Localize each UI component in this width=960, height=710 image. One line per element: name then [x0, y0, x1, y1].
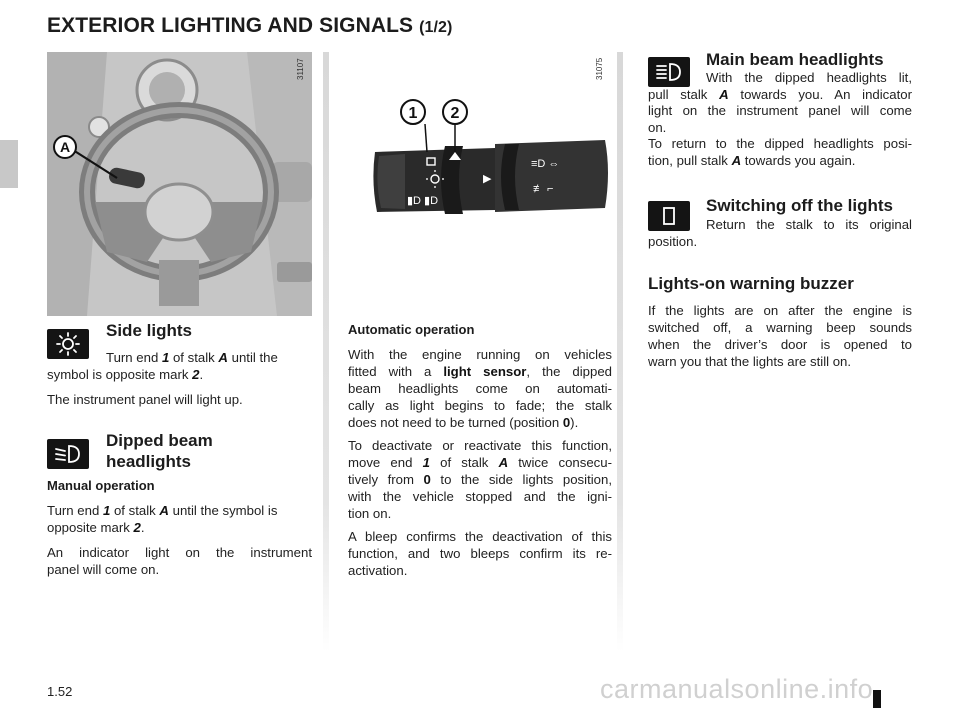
side-lights-icon [47, 329, 89, 359]
chapter-tab [0, 140, 18, 188]
stalk-illustration [345, 52, 610, 312]
stalk-figure [345, 52, 610, 312]
page-number: 1.52 [47, 684, 73, 699]
side-lights-heading: Side lights [106, 321, 192, 340]
automatic-operation-subheading: Automatic operation [348, 322, 475, 337]
watermark: carmanualsonline.info [600, 674, 874, 704]
side-lights-note: The instrument panel will light up. [47, 392, 243, 407]
page-title [47, 14, 452, 38]
automatic-text-1: With the engine running on vehicles fitted with a light sensor, the dipped beam headlights come on automati- cally as light begins to fade; the stalk does not need to be turned (position 0). [348, 347, 612, 430]
manual-operation-subheading: Manual operation [47, 478, 155, 493]
automatic-text-2: To deactivate or reactivate this function, move end 1 of stalk A twice consecu- tively from 0 to the side lights position, with the vehicle stopped and the igni- tion on. [348, 438, 613, 521]
side-lights-text: Turn end 1 of stalk A until the [106, 350, 278, 365]
svg-text:▶: ▶ [483, 173, 492, 185]
figure-ref-code: 31075 [595, 57, 604, 80]
side-lights-text-cont: symbol is opposite mark 2. [47, 367, 204, 382]
column-divider-left [323, 52, 329, 652]
buzzer-heading: Lights-on warning buzzer [648, 274, 854, 293]
switch-off-text: Return the stalk to its original position. [648, 217, 912, 249]
svg-text:≢ ⌐: ≢ ⌐ [533, 183, 554, 195]
dipped-heading-1: Dipped beam [106, 431, 213, 450]
dashboard-figure [47, 52, 312, 316]
dipped-heading-2: headlights [106, 452, 192, 471]
steering-wheel-illustration [47, 52, 312, 316]
callout-1: 1 [408, 105, 418, 122]
page-title-text: EXTERIOR LIGHTING AND SIGNALS [47, 14, 414, 37]
dipped-text-2: An indicator light on the instrument panel will come on. [47, 545, 312, 577]
main-beam-heading: Main beam headlights [706, 50, 884, 69]
main-beam-text: With the dipped headlights lit, pull stalk A towards you. An indicator light on the instrument panel will come on. To return to the dipped headlights posi- tion, pull stalk A towards you again. [648, 70, 912, 168]
corner-mark [873, 690, 881, 708]
dipped-text-1: Turn end 1 of stalk A until the symbol is [47, 503, 278, 518]
dipped-text-1-cont: opposite mark 2. [47, 520, 145, 535]
svg-text:▮D ▮D: ▮D ▮D [407, 195, 439, 207]
callout-2: 2 [450, 105, 460, 122]
automatic-text-3: A bleep confirms the deactivation of this function, and two bleeps confirm its re- activation. [348, 529, 612, 578]
figure-ref-code: 31107 [296, 58, 305, 80]
column-divider-right [617, 52, 623, 652]
buzzer-text: If the lights are on after the engine is switched off, a warning beep sounds when the driver’s door is opened to warn you that the lights are still on. [648, 303, 912, 369]
switch-off-heading: Switching off the lights [706, 196, 893, 215]
page-title-suffix: (1/2) [419, 19, 453, 36]
callout-a: A [59, 139, 71, 155]
dipped-beam-icon [47, 439, 89, 469]
svg-text:≡D ⇔: ≡D ⇔ [531, 158, 560, 170]
